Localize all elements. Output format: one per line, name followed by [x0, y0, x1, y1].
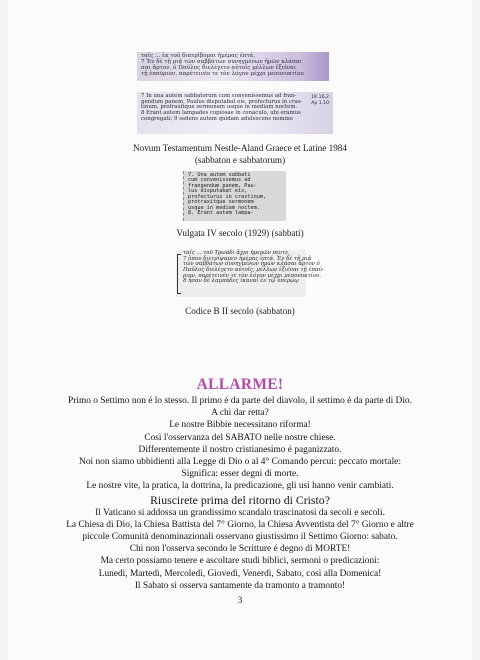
scan-line: congregati; 9 sedens autem quidam adulescens nomine [141, 115, 293, 122]
body-line: La Chiesa di Dio, la Chiesa Battista del 7° Giorno, la Chiesa Avventista del 7° Giorno e altre [66, 519, 414, 530]
cross-reference-line: 1K 16,2 [311, 95, 329, 100]
scan-line: lus disputabat eis, [188, 188, 248, 195]
body-line: Differentemente il nostro cristianesimo é paganizzato. [138, 444, 342, 455]
nestle-caption [0, 142, 480, 167]
body-line: Le nostre Bibbie necessitano riforma! [169, 420, 311, 431]
scan-line: 8. Erant autem lampa- [188, 210, 254, 217]
scan-line: ταῖς ... ἐκ τοῦ διατρίβομαι ἡμέρας ἑπτά, [141, 53, 256, 59]
scan-line: Παῦλος διελέγετο αὐτοῖς, μέλλων ἐξιέναι τῇ ἐπαύ- [183, 267, 324, 274]
nestle-caption-line1: Novum Testamentum Nestle-Aland Graece et Latine 1984 [132, 143, 347, 153]
body-line: Noi non siamo ubbidienti alla Legge di Dio o al 4° Comando percui: peccato mortale: [79, 457, 401, 468]
scan-line: 7 ὅπου διετρίψαμεν ἡμέρας ἑπτά. Ἐν δὲ τῇ μιᾷ [183, 255, 312, 262]
scan-line: 7. Una autem sabbati [188, 172, 251, 178]
cross-reference-line: Ap 1,10 [311, 100, 329, 106]
bracket-mark [177, 254, 181, 294]
body-line: Ma certo possiamo tenere e ascoltare studi biblici, sermoni o predicazioni: [100, 556, 380, 567]
vulgata-caption: Vulgata IV secolo (1929) (sabbati) [176, 228, 304, 238]
scan-line: ταῖς ... τοῦ Τρωάδι ἄχρι ἡμερῶν πέντε, [183, 250, 290, 256]
scan-line: 8 Erant autem lampades copiosae in cenaculo, ubi eramus [141, 110, 301, 117]
codex-caption: Codice B II secolo (sabbaton) [185, 306, 295, 316]
nestle-greek-scan-image [137, 52, 329, 81]
question-line: Riuscirete prima del ritorno di Cristo? [150, 492, 330, 507]
scan-line: protraxitque sermonem [188, 199, 254, 206]
body-line: Chi non l'osserva secondo le Scritture é degno di MORTE! [129, 544, 351, 555]
body-line: Il Vaticano si addossa un grandissimo scandalo trascinatosi da secoli e secoli. [95, 507, 385, 518]
scan-line: 8 ἦσαν δὲ λαμπάδες ἱκαναὶ ἐν τῷ ὑπερῴῳ [183, 278, 299, 285]
scan-line: cum convenissemus ad [188, 177, 251, 184]
alarm-heading: ALLARME! [196, 376, 284, 393]
body-line: Lunedì, Martedì, Mercoledì, Giovedì, Venerdì, Sabato, così alla Domenica! [98, 568, 382, 579]
scan-line: tinum, protraxitque sermonem usque in mediam noctem. [141, 104, 298, 111]
scan-line: 7 Ἐν δὲ τῇ μιᾷ τῶν σαββάτων συνηγμένων ἡμῶν κλάσαι [141, 58, 302, 65]
scan-line: σαι ἄρτον, ὁ Παῦλος διελέγετο αὐτοῖς μέλλων ἐξιέναι [141, 64, 297, 71]
scan-line: τῇ ἐπαύριον, παρέτεινέν τε τὸν λόγον μέχρι μεσονυκτίου [141, 70, 304, 77]
scan-line: 7 In una autem sabbatorum cum convenissemus ad fran- [141, 93, 297, 99]
scan-line: ριον, παρέτεινέν τε τὸν λόγον μέχρι μεσονυκτίου. [183, 272, 321, 279]
body-line: piccole Comunità denominazionali osservano giustissimo il Settimo Giorno: sabato. [82, 532, 398, 543]
body-line: Le nostre vite, la pratica, la dottrina, la predicazione, gli usi hanno venir cambiati. [86, 481, 394, 492]
nestle-caption-line2: (sabbaton e sabbatorum) [194, 155, 286, 166]
scan-line: gendum panem, Paulus disputabat eis, profecturus in cras- [141, 98, 303, 105]
body-line: A chi dar retta? [211, 408, 269, 419]
alarm-body [0, 395, 480, 592]
cross-reference [311, 95, 329, 106]
vulgata-scan-image [183, 171, 286, 221]
scan-line: profecturus in crastinum, [188, 193, 267, 200]
body-line: Significa: esser degni di morte. [181, 469, 299, 480]
body-line: Così l'osservanza del SABATO nelle nostre chiese. [144, 432, 336, 443]
nestle-latin-scan-image [137, 92, 333, 134]
body-line: Il Sabato si osserva santamente da tramonto a tramonto! [134, 580, 346, 591]
scan-line: τῶν σαββάτων συνηγμένων ἡμῶν κλάσαι ἄρτον ὁ [183, 261, 320, 268]
codex-b-scan-image [176, 250, 324, 297]
scan-line: frangendum panem, Pau- [188, 182, 257, 189]
scan-line: usque in mediam noctem. [188, 204, 260, 211]
body-line: Primo o Settimo non é lo stesso. Il primo é da parte del diavolo, il settimo é da parte di Dio. [68, 396, 412, 406]
page-number: 3 [237, 596, 243, 606]
